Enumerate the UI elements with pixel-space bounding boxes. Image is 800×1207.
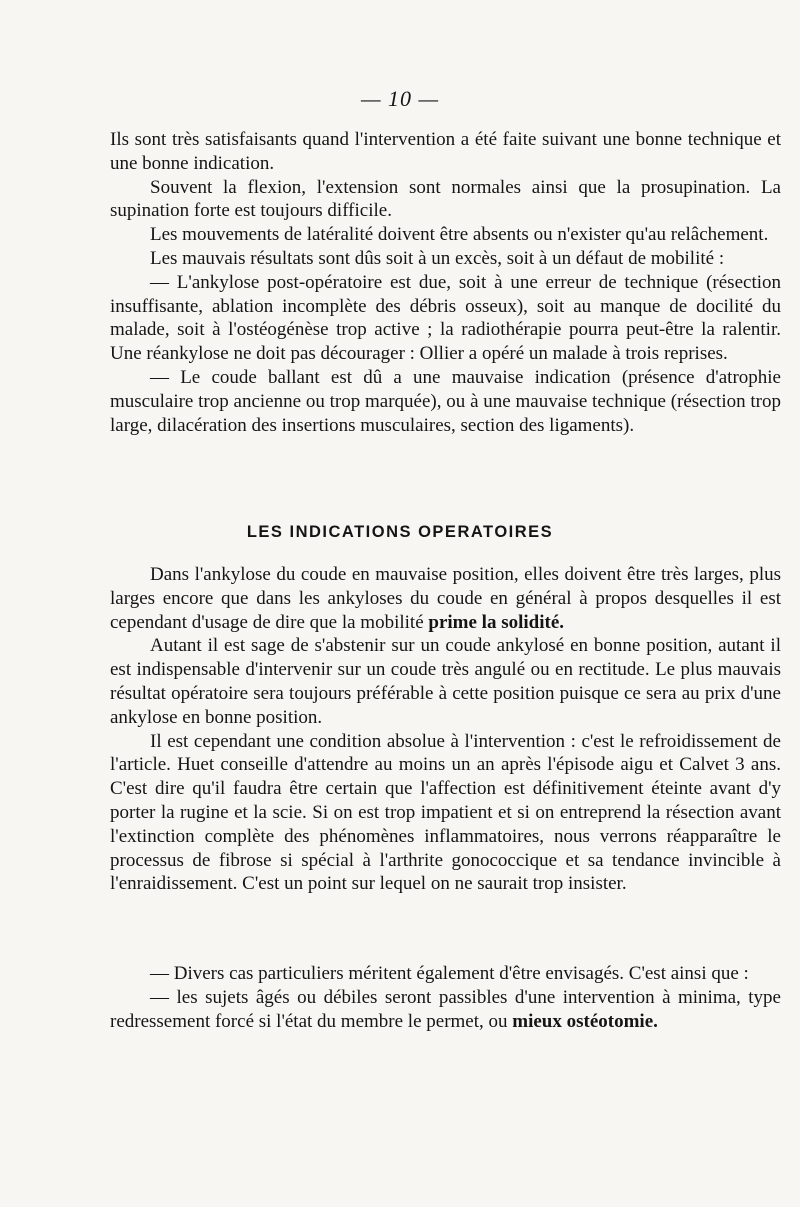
paragraph: Il est cependant une condition absolue à l'intervention : c'est le refroidissement de l'article. Huet conseille d'attendre au moins un an après l'épisode aigu et Calvet 3 ans. C'est dire qu'il faudra être certain que l'affection est définitivement éteinte avant d'y porter la rugine et la scie. Si on est trop impatient et si on entreprend la résection avant l'extinction complète des phénomènes inflammatoires, nous verrons réapparaître le processus de fibrose si spécial à l'arthrite gonococcique et sa tendance invincible à l'enraidissement. C'est un point sur lequel on ne saurait trop insister. [110,730,781,895]
paragraph: Autant il est sage de s'abstenir sur un coude ankylosé en bonne position, autant il est indispensable d'intervenir sur un coude très angulé ou en rectitude. Le plus mauvais résultat opératoire sera toujours préférable à cette position puisque ce sera au prix d'une ankylose en bonne position. [110,635,781,728]
section-results [110,128,781,437]
paragraph-text: Dans l'ankylose du coude en mauvaise position, elles doivent être très larges, plus larges encore que dans les ankyloses du coude en général à propos desquelles il est cependant d'usage de dire que la mobilité [110,564,781,633]
paragraph: Les mouvements de latéralité doivent être absents ou n'exister qu'au relâchement. [150,224,769,246]
emphasis: prime la solidité. [428,611,565,633]
paragraph: — L'ankylose post-opératoire est due, soit à une erreur de technique (résection insuffisante, ablation incomplète des débris osseux), soit au manque de docilité du malade, soit à l'ostéogénèse trop active ; la radiothérapie pourra peut-être la ralentir. Une réankylose ne doit pas décourager : Ollier a opéré un malade à trois reprises. [110,271,781,365]
paragraph: — Divers cas particuliers méritent également d'être envisagés. C'est ainsi que : [150,963,749,984]
paragraph [110,563,781,634]
emphasis: mieux ostéotomie. [512,1010,658,1032]
paragraph: — Le coude ballant est dû a une mauvaise indication (présence d'atrophie musculaire trop ancienne ou trop marquée), ou à une mauvaise technique (résection trop large, dilacération des insertions musculaires, section des ligaments). [110,366,781,436]
paragraph: Les mauvais résultats sont dûs soit à un excès, soit à un défaut de mobilité : [150,247,725,269]
paragraph [110,986,781,1034]
section-particular-cases [110,962,781,1033]
section-heading: LES INDICATIONS OPERATOIRES [246,523,554,541]
paragraph: Souvent la flexion, l'extension sont normales ainsi que la prosupination. La supination forte est toujours difficile. [110,176,781,222]
paragraph-text: — les sujets âgés ou débiles seront passibles d'une intervention à minima, type redressement forcé si l'état du membre le permet, ou [110,986,781,1032]
page-number: — 10 — [360,86,440,111]
paragraph: Ils sont très satisfaisants quand l'intervention a été faite suivant une bonne technique et une bonne indication. [110,129,781,174]
section-indications [110,563,781,896]
